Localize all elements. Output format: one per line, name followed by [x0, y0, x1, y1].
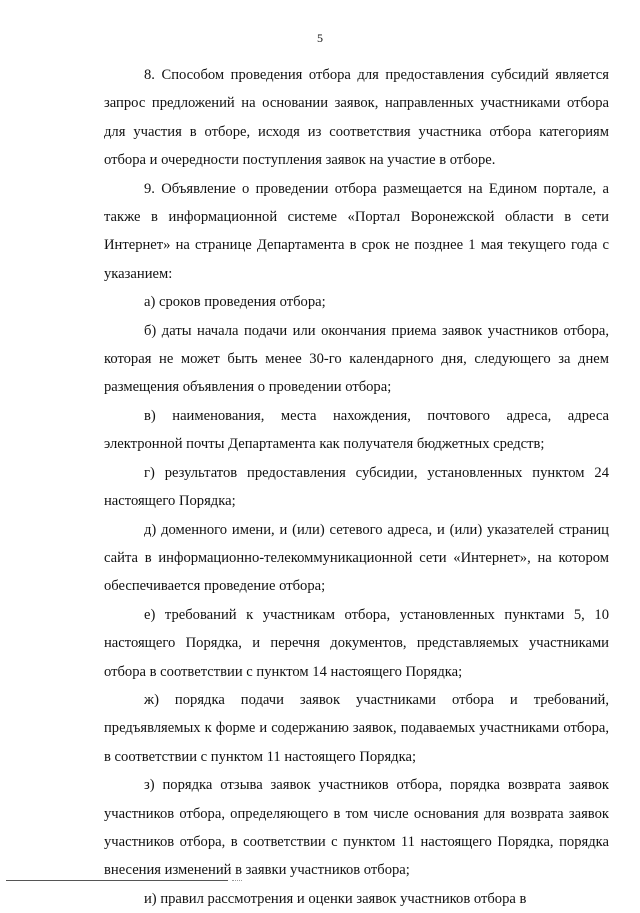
list-item-g: г) результатов предоставления субсидии, установленных пунктом 24 настоящего Порядка;: [104, 464, 609, 510]
list-item-v: в) наименования, места нахождения, почтового адреса, адреса электронной почты Департамента как получателя бюджетных средств;: [104, 407, 609, 453]
list-item-b: б) даты начала подачи или окончания приема заявок участников отбора, которая не может быть менее 30-го календарного дня, следующего за днем размещения объявления о проведении отбора;: [104, 322, 609, 396]
list-item-i: и) правил рассмотрения и оценки заявок участников отбора в: [144, 890, 527, 907]
list-item-z: з) порядка отзыва заявок участников отбора, порядка возврата заявок участников отбора, определяющего в том числе основания для возврата заявок участников отбора, в соответствии с пунктом 11 настоящего Порядка, порядка внесения изменений в заявки участников отбора;: [104, 777, 609, 879]
list-item-d: д) доменного имени, и (или) сетевого адреса, и (или) указателей страниц сайта в информационно-телекоммуникационной сети «Интернет», на котором обеспечивается проведение отбора;: [104, 521, 609, 595]
list-item-e: е) требований к участникам отбора, установленных пунктами 5, 10 настоящего Порядка, и перечня документов, представляемых участниками отбора в соответствии с пунктом 14 настоящего Порядка;: [104, 606, 609, 680]
scan-edge-line: [6, 880, 228, 881]
list-item-zh: ж) порядка подачи заявок участниками отбора и требований, предъявляемых к форме и содержанию заявок, подаваемых участниками отбора, в соответствии с пунктом 11 настоящего Порядка;: [104, 691, 609, 765]
page-number: 5: [317, 31, 323, 45]
scan-edge-dots: [232, 880, 242, 881]
document-body: [104, 61, 609, 913]
paragraph-8: 8. Способом проведения отбора для предоставления субсидий является запрос предложений на основании заявок, направленных участниками отбора для участия в отборе, исходя из соответствия участника отбора категориям отбора и очередности поступления заявок на участие в отборе.: [104, 67, 609, 169]
list-item-a: а) сроков проведения отбора;: [144, 294, 326, 311]
paragraph-9: 9. Объявление о проведении отбора размещается на Едином портале, а также в информационной системе «Портал Воронежской области в сети Интернет» на странице Департамента в срок не позднее 1 мая текущего года с указанием:: [104, 180, 609, 282]
